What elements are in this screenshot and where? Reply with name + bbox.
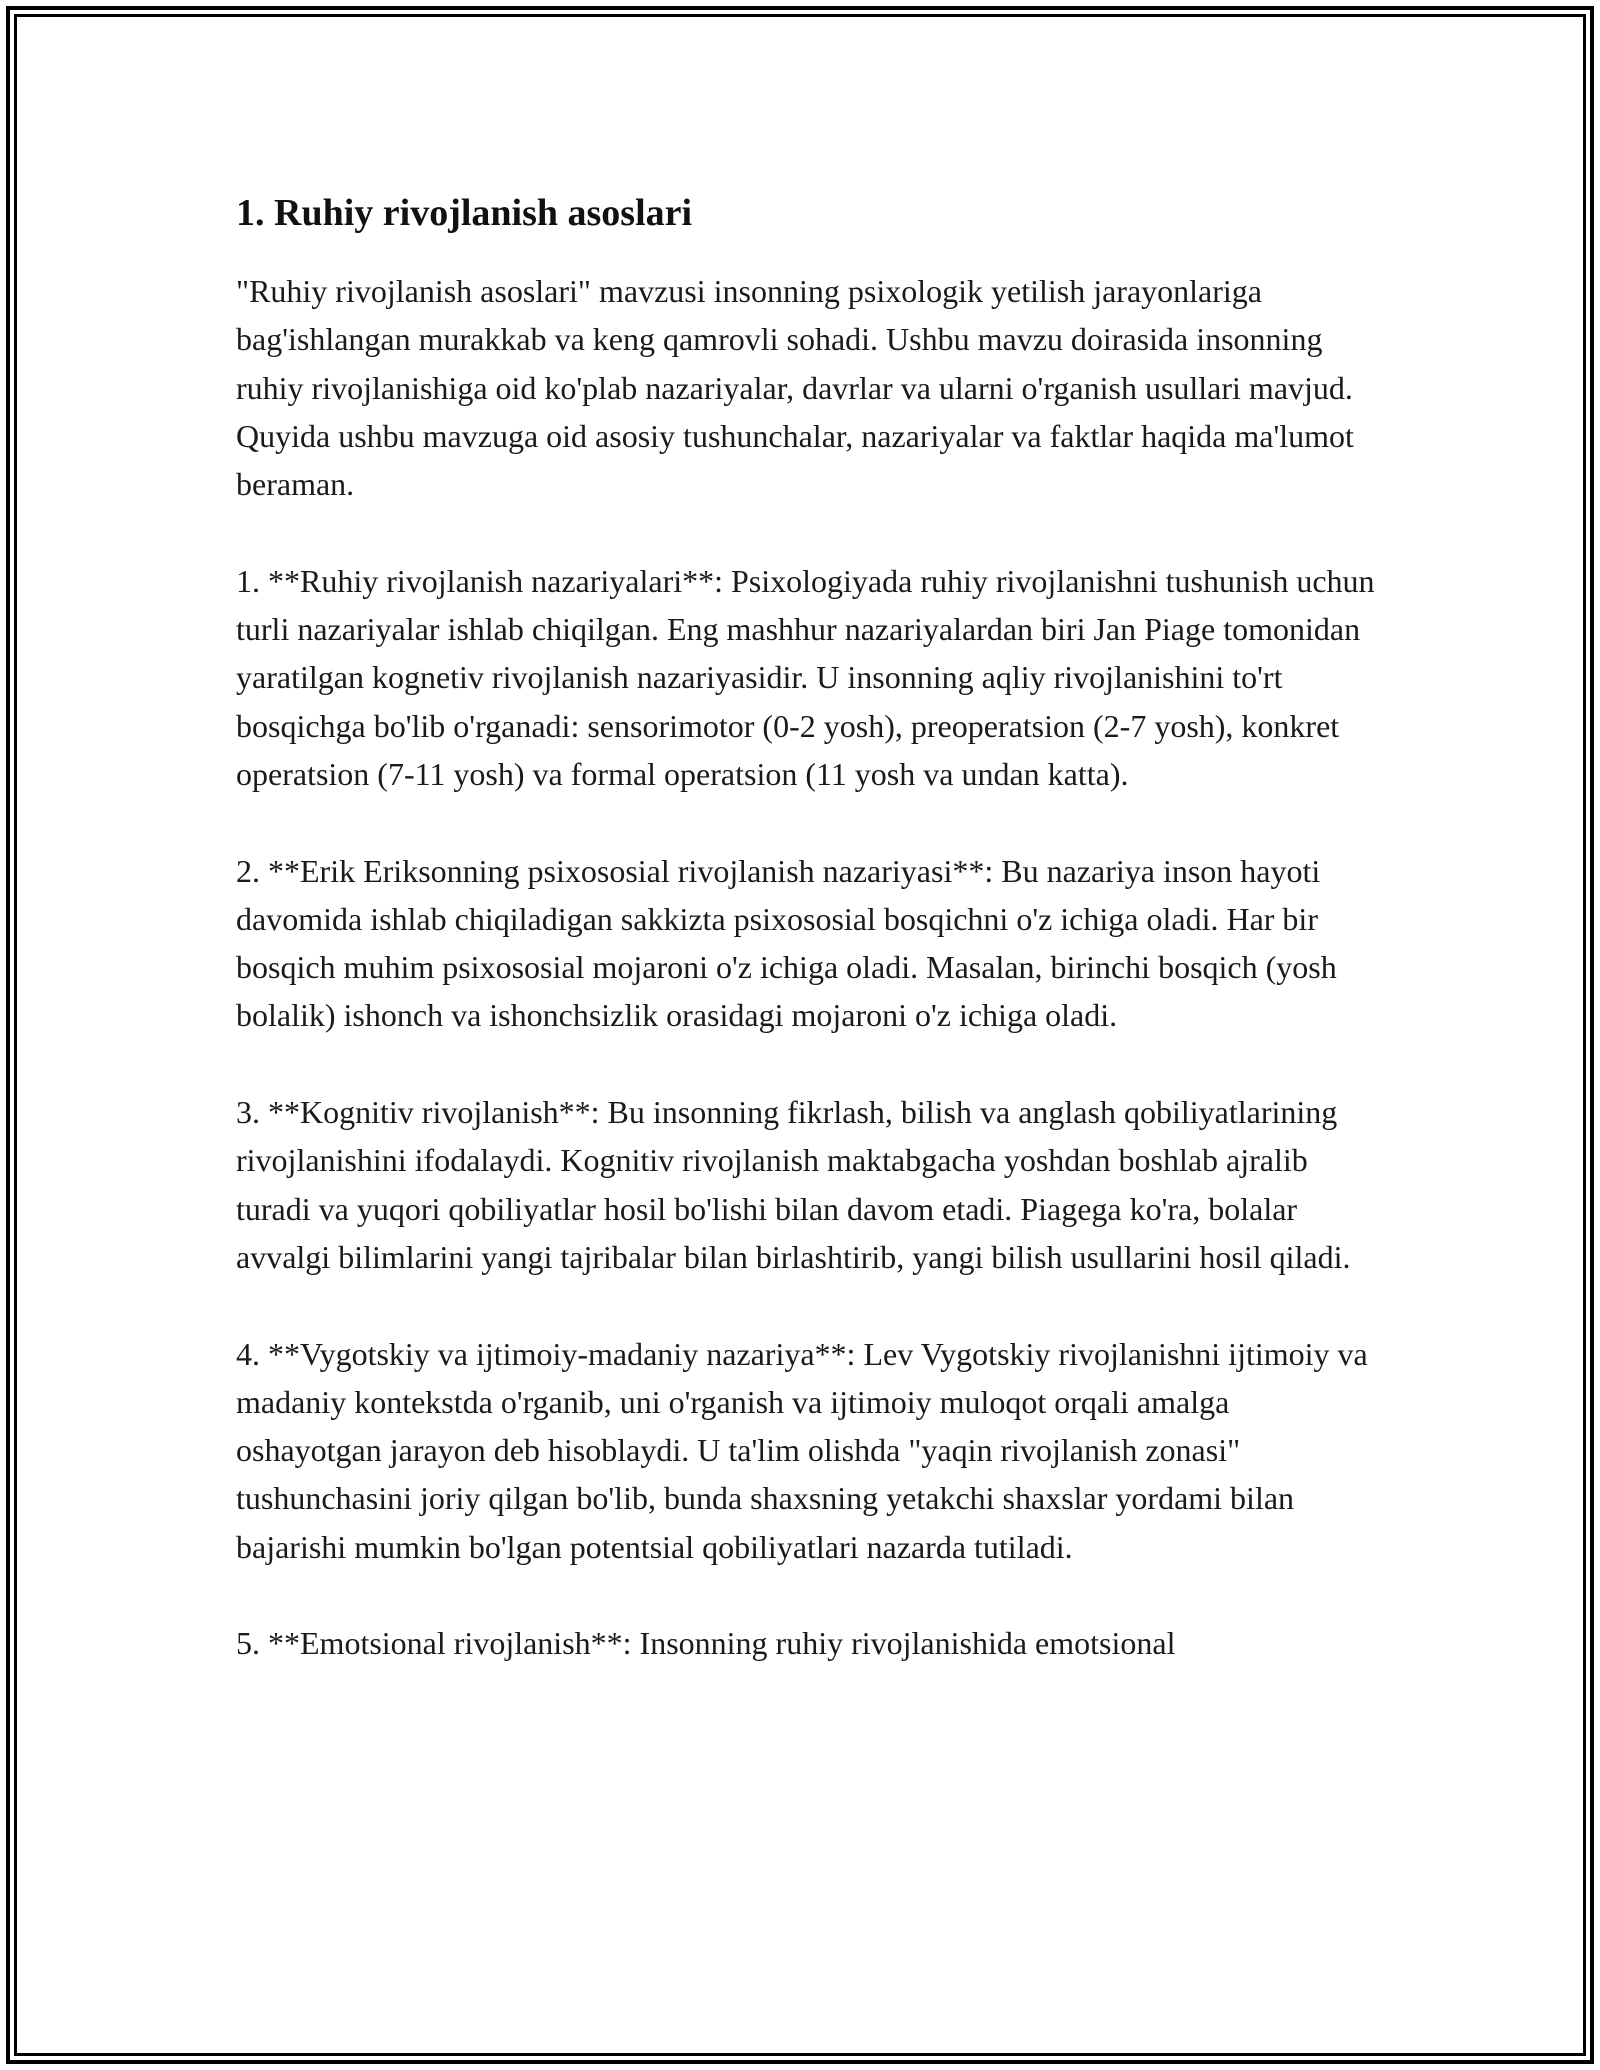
paragraph-1: 1. **Ruhiy rivojlanish nazariyalari**: Psixologiyada ruhiy rivojlanishni tushunish uchun turli nazariyalar ishlab chiqilgan. Eng mashhur nazariyalardan biri Jan Piage tomonidan yaratilgan kognetiv rivojlanish nazariyasidir. U insonning aqliy rivojlanishini to'rt bosqichga bo'lib o'rganadi: sensorimotor (0-2 yosh), preoperatsion (2-7 yosh), konkret operatsion (7-11 yosh) va formal operatsion (11 yosh va undan katta). xyxy=(236,562,1375,792)
paragraph-2: 2. **Erik Eriksonning psixososial rivojlanish nazariyasi**: Bu nazariya inson hayoti davomida ishlab chiqiladigan sakkizta psixososial bosqichni o'z ichiga oladi. Har bir bosqich muhim psixososial mojaroni o'z ichiga oladi. Masalan, birinchi bosqich (yosh bolalik) ishonch va ishonchsizlik orasidagi mojaroni o'z ichiga oladi. xyxy=(236,852,1337,1034)
paragraph-3: 3. **Kognitiv rivojlanish**: Bu insonning fikrlash, bilish va anglash qobiliyatlarining rivojlanishini ifodalaydi. Kognitiv rivojlanish maktabgacha yoshdan boshlab ajralib turadi va yuqori qobiliyatlar hosil bo'lishi bilan davom etadi. Piagega ko'ra, bolalar avvalgi bilimlarini yangi tajribalar bilan birlashtirib, yangi bilish usullarini hosil qiladi. xyxy=(236,1094,1351,1275)
intro-paragraph: "Ruhiy rivojlanish asoslari" mavzusi insonning psixologik yetilish jarayonlariga bag'ishlangan murakkab va keng qamrovli sohadi. Ushbu mavzu doirasida insonning ruhiy rivojlanishiga oid ko'plab nazariyalar, davrlar va ularni o'rganish usullari mavjud. Quyida ushbu mavzuga oid asosiy tushunchalar, nazariyalar va faktlar haqida ma'lumot beraman. xyxy=(236,273,1354,503)
paragraph-5: 5. **Emotsional rivojlanish**: Insonning ruhiy rivojlanishida emotsional xyxy=(236,1625,1176,1662)
paragraph-4: 4. **Vygotskiy va ijtimoiy-madaniy nazariya**: Lev Vygotskiy rivojlanishni ijtimoiy va madaniy kontekstda o'rganib, uni o'rganish va ijtimoiy muloqot orqali amalga oshayotgan jarayon deb hisoblaydi. U ta'lim olishda "yaqin rivojlanish zonasi" tushunchasini joriy qilgan bo'lib, bunda shaxsning yetakchi shaxslar yordami bilan bajarishi mumkin bo'lgan potentsial qobiliyatlari nazarda tutiladi. xyxy=(236,1335,1368,1565)
page-title: 1. Ruhiy rivojlanish asoslari xyxy=(236,192,693,234)
document-body xyxy=(236,185,1376,1716)
